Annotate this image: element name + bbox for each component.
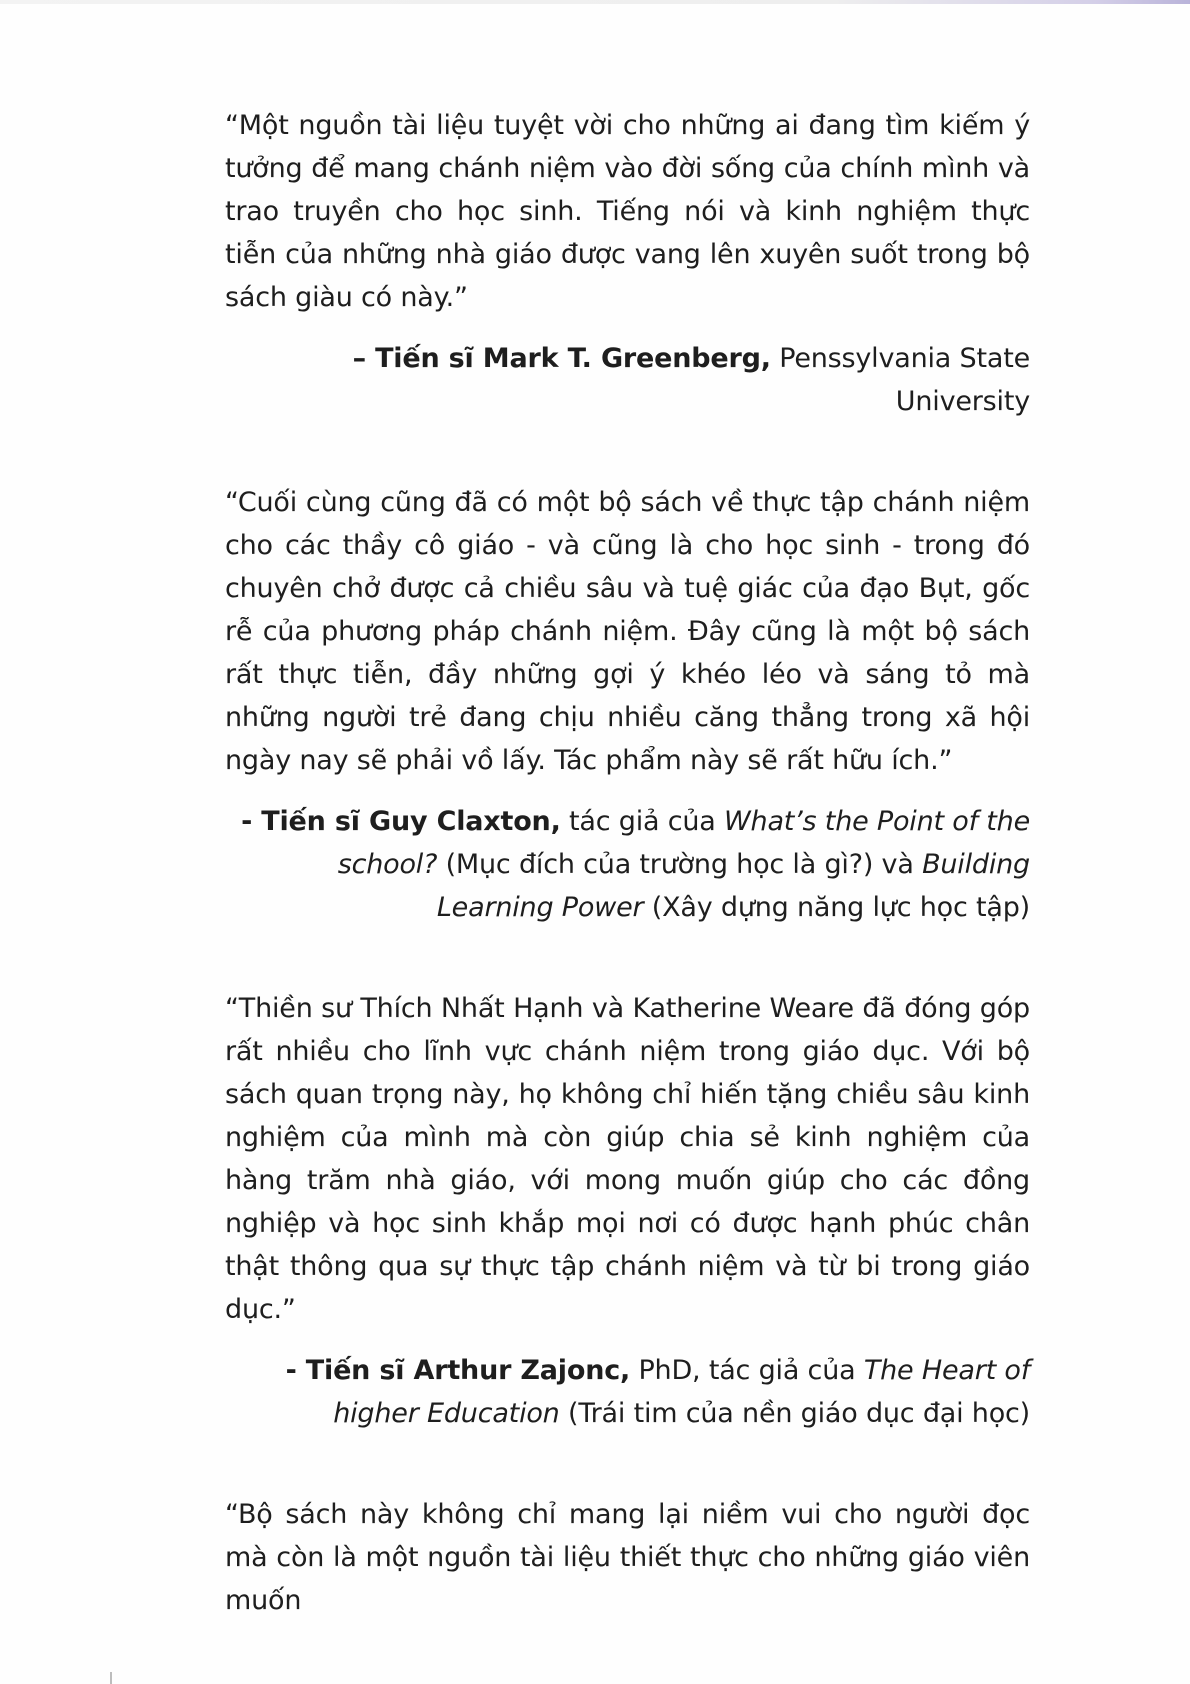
- testimonial-quote-2: “Cuối cùng cũng đã có một bộ sách về thực tập chánh niệm cho các thầy cô giáo - và cũng là cho học sinh - trong đó chuyên chở được cả chiều sâu và tuệ giác của đạo Bụt, gốc rễ của phương pháp chánh niệm. Đây cũng là một bộ sách rất thực tiễn, đầy những gợi ý khéo léo và sáng tỏ mà những người trẻ đang chịu nhiều căng thẳng trong xã hội ngày nay sẽ phải vồ lấy. Tác phẩm này sẽ rất hữu ích.”: [225, 487, 1030, 776]
- testimonial-quote-4: “Bộ sách này không chỉ mang lại niềm vui cho người đọc mà còn là một nguồn tài liệu thiết thực cho những giáo viên muốn: [225, 1499, 1030, 1616]
- testimonials-column: [225, 104, 1030, 1622]
- attribution-name: - Tiến sĩ Guy Claxton,: [241, 806, 561, 837]
- testimonial-quote-3: “Thiền sư Thích Nhất Hạnh và Katherine Weare đã đóng góp rất nhiều cho lĩnh vực chánh niệm trong giáo dục. Với bộ sách quan trọng này, họ không chỉ hiến tặng chiều sâu kinh nghiệm của mình mà còn giúp chia sẻ kinh nghiệm của hàng trăm nhà giáo, với mong muốn giúp cho các đồng nghiệp và học sinh khắp mọi nơi có được hạnh phúc chân thật thông qua sự thực tập chánh niệm và từ bi trong giáo dục.”: [225, 993, 1030, 1325]
- book-title: What’s the Point of the school?: [337, 806, 1030, 880]
- testimonial-attribution-2: [225, 800, 1030, 929]
- scan-mark: [110, 1672, 112, 1684]
- book-title: Building Learning Power: [436, 849, 1030, 923]
- testimonial-quote-1: “Một nguồn tài liệu tuyệt vời cho những ai đang tìm kiếm ý tưởng để mang chánh niệm vào đời sống của chính mình và trao truyền cho học sinh. Tiếng nói và kinh nghiệm thực tiễn của những nhà giáo được vang lên xuyên suốt trong bộ sách giàu có này.”: [225, 110, 1030, 313]
- page-top-edge: [0, 0, 1190, 4]
- testimonial-attribution-1: [225, 337, 1030, 423]
- attribution-text: tác giả của: [560, 806, 725, 837]
- attribution-text: (Trái tim của nền giáo dục đại học): [559, 1398, 1030, 1429]
- attribution-text: (Xây dựng năng lực học tập): [643, 892, 1030, 923]
- attribution-text: (Mục đích của trường học là gì?) và: [437, 849, 923, 880]
- testimonial-attribution-3: [225, 1349, 1030, 1435]
- attribution-text: PhD, tác giả của: [630, 1355, 864, 1386]
- attribution-name: – Tiến sĩ Mark T. Greenberg,: [352, 343, 771, 374]
- book-title: The Heart of higher Education: [333, 1355, 1030, 1429]
- attribution-affiliation: Penssylvania State University: [770, 343, 1030, 417]
- attribution-name: - Tiến sĩ Arthur Zajonc,: [285, 1355, 631, 1386]
